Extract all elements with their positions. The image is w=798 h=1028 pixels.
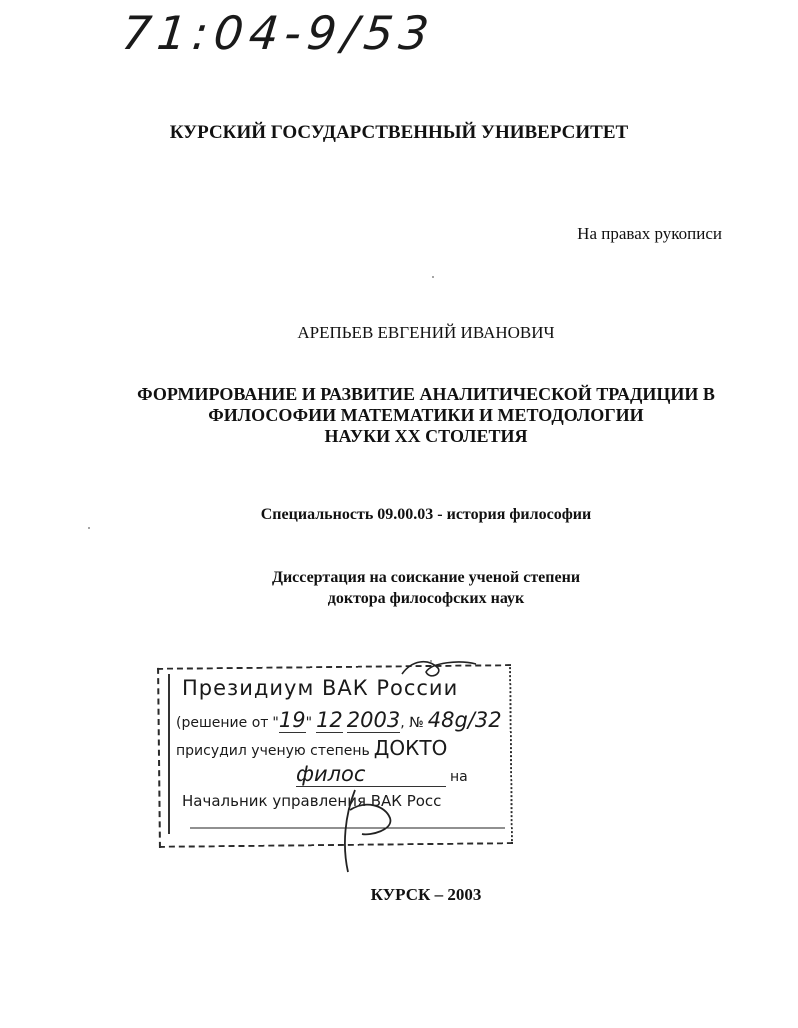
stamp-signature-top [402,662,476,676]
awarded-text: присудил ученую степень [176,743,370,759]
signature-marks [180,640,520,880]
specialty: Специальность 09.00.03 - история философии [260,506,592,523]
city-year: КУРСК – 2003 [370,885,482,904]
stamp-title: Президиум ВАК России [182,676,459,700]
title-line: ФОРМИРОВАНИЕ И РАЗВИТИЕ АНАЛИТИЧЕСКОЙ ТРАДИЦИИ В [137,384,715,404]
field-handwritten: филос [296,762,446,787]
number-prefix: , № [400,715,424,731]
degree-line: доктора философских наук [327,590,525,607]
stamp-border-line [168,674,170,834]
stamp-chief-line: Начальник управления ВАК Росс [182,792,442,810]
decision-number: 48g/32 [427,708,502,732]
main-signature [345,790,391,872]
title-line: НАУКИ XX СТОЛЕТИЯ [324,426,528,446]
degree-line: Диссертация на соискание ученой степени [271,569,581,586]
scan-speck [432,276,434,278]
scan-speck [430,660,432,662]
stamp-decision-line: (решение от "19" 12 2003, № 48g/32 [176,708,502,732]
rights-note: На правах рукописи [577,224,722,243]
dissertation-title [0,384,798,447]
decision-month: 12 [316,708,343,732]
awarded-degree: ДОКТО [373,736,448,760]
decision-year: 2003 [346,708,401,732]
scan-speck [88,527,90,529]
field-suffix: на [450,769,468,785]
title-line: ФИЛОСОФИИ МАТЕМАТИКИ И МЕТОДОЛОГИИ [208,405,644,425]
decision-prefix: (решение от [176,715,269,731]
author-name: АРЕПЬЕВ ЕВГЕНИЙ ИВАНОВИЧ [297,323,555,342]
degree-statement [0,567,798,609]
decision-day: 19 [278,708,306,732]
archive-code: 71:04-9/53 [119,6,438,60]
university-name: КУРСКИЙ ГОСУДАРСТВЕННЫЙ УНИВЕРСИТЕТ [169,122,629,143]
